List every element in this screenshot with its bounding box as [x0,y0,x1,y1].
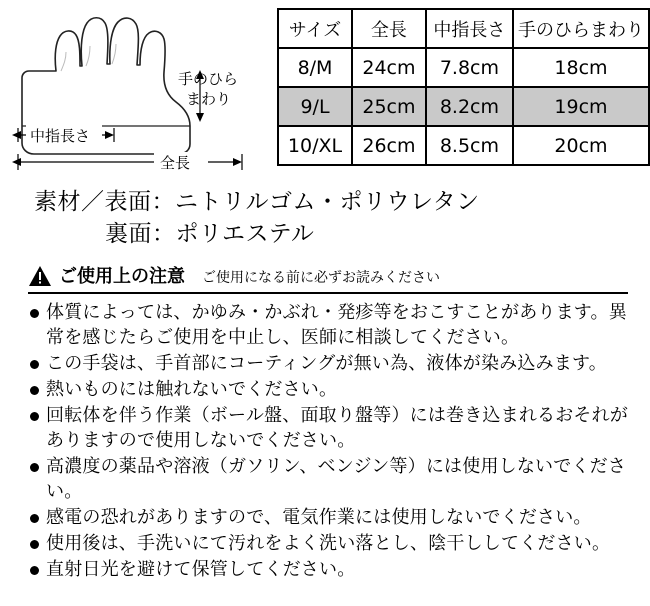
note-text: 熱いものには触れないでください。 [46,379,338,400]
table-row [278,48,649,87]
caution-title: ご使用上の注意 [59,266,185,287]
cell-palm: 19cm [513,87,649,126]
cell-total: 26cm [352,126,426,165]
cell-total: 24cm [352,48,426,87]
list-item [30,454,634,504]
table-header-row [278,9,649,48]
list-item [30,300,634,350]
bullet-icon [30,514,39,523]
caution-subtitle: ご使用になる前に必ずお読みください [202,270,440,286]
cell-total: 25cm [352,87,426,126]
material-line-front: 素材／表面：ニトリルゴム・ポリウレタン [34,189,480,215]
bullet-icon [30,463,39,472]
size-table [277,8,650,166]
top-section [0,0,650,180]
label-total-length: 全長 [160,154,191,172]
bullet-icon [30,540,39,549]
material-line-back: 裏面：ポリエステル [105,221,315,247]
note-text: 感電の恐れがありますので、電気作業には使用しないでください。 [46,507,592,528]
bullet-icon [30,386,39,395]
cell-size: 9/L [278,87,352,126]
list-item [30,505,634,530]
table-row [278,87,649,126]
label-middle-finger: 中指長さ [30,127,91,145]
list-item [30,377,634,402]
note-text: 回転体を伴う作業（ボール盤、面取り盤等）には巻き込まれるおそれがありますので使用しないでください。 [46,405,629,451]
note-text: 体質によっては、かゆみ・かぶれ・発疹等をおこすことがあります。異常を感じたらご使用を中止し、医師に相談してください。 [46,302,627,348]
note-text: 高濃度の薬品や溶液（ガソリン、ベンジン等）には使用しないでください。 [46,456,627,502]
bullet-icon [30,412,39,421]
cell-finger: 7.8cm [426,48,513,87]
list-item [30,557,634,582]
column-header-palm-circumference: 手のひらまわり [513,9,649,48]
caution-divider [28,292,628,294]
column-header-size: サイズ [278,9,352,48]
note-text: この手袋は、手首部にコーティングが無い為、液体が染み込みます。 [46,353,607,374]
list-item [30,531,634,556]
label-palm-line2: まわり [186,90,232,108]
cell-palm: 18cm [513,48,649,87]
cell-size: 10/XL [278,126,352,165]
column-header-total-length: 全長 [352,9,426,48]
cell-size: 8/M [278,48,352,87]
note-text: 使用後は、手洗いにて汚れをよく洗い落とし、陰干ししてください。 [46,533,611,554]
caution-notes-list [30,300,634,583]
bullet-icon [30,566,39,575]
glove-diagram [4,4,272,176]
list-item [30,403,634,453]
label-palm-line1: 手のひら [178,70,239,88]
bullet-icon [30,360,39,369]
cell-finger: 8.2cm [426,87,513,126]
cell-palm: 20cm [513,126,649,165]
caution-header [28,262,628,288]
material-section [0,186,650,250]
warning-triangle-icon [28,265,52,287]
bullet-icon [30,309,39,318]
table-row [278,126,649,165]
list-item [30,351,634,376]
column-header-finger-length: 中指長さ [426,9,513,48]
cell-finger: 8.5cm [426,126,513,165]
note-text: 直射日光を避けて保管してください。 [46,559,356,580]
